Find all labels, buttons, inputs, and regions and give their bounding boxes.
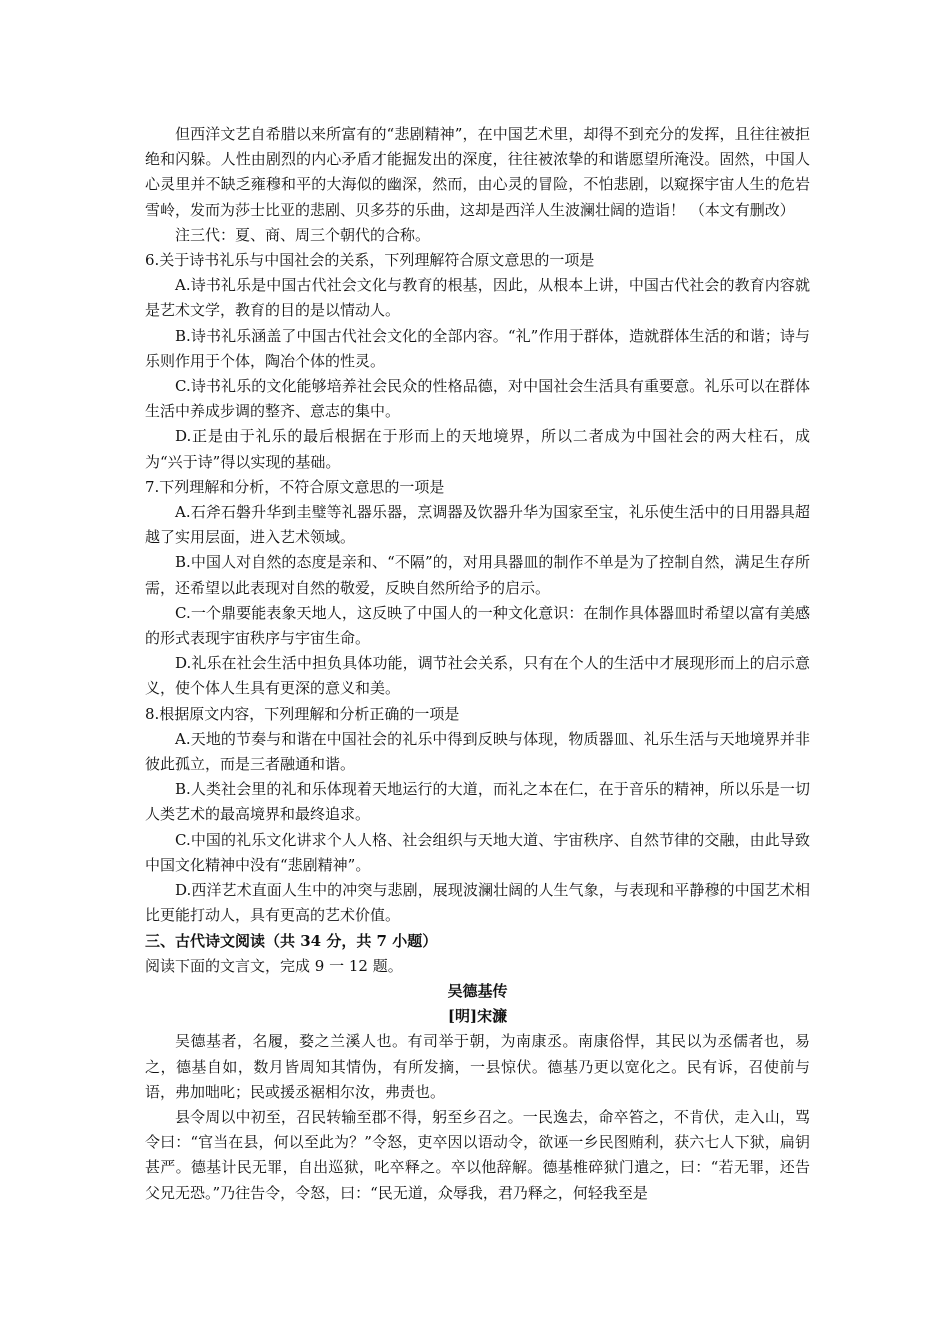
question-7-option-b: B.中国人对自然的态度是亲和、“不隔”的，对用具器皿的制作不单是为了控制自然，满足生存所需，还希望以此表现对自然的敬爱，反映自然所给予的启示。 (145, 553, 810, 597)
question-7-option-c: C.一个鼎要能表象天地人，这反映了中国人的一种文化意识：在制作具体器皿时希望以富有美感的形式表现宇宙秩序与宇宙生命。 (145, 603, 810, 648)
article-title: 吴德基传 (447, 981, 508, 1000)
question-7-option-a: A.石斧石磐升华到圭璧等礼器乐器，烹调器及饮器升华为国家至宝，礼乐使生活中的日用器具超越了实用层面，进入艺术领域。 (145, 503, 810, 547)
question-6-option-d: D.正是由于礼乐的最后根据在于形而上的天地境界，所以二者成为中国社会的两大柱石，成为“兴于诗”得以实现的基础。 (145, 427, 810, 471)
section-heading: 三、古代诗文阅读（共 34 分，共 7 小题） (145, 931, 438, 950)
question-6-option-c: C.诗书礼乐的文化能够培养社会民众的性格品德，对中国社会生活具有重要意。礼乐可以在群体生活中养成步调的整齐、意志的集中。 (145, 377, 810, 421)
question-8-option-c: C.中国的礼乐文化讲求个人人格、社会组织与天地大道、宇宙秩序、自然节律的交融，由此导致中国文化精神中没有“悲剧精神”。 (145, 830, 810, 874)
question-8-option-d: D.西洋艺术直面人生中的冲突与悲剧，展现波澜壮阔的人生气象，与表现和平静穆的中国艺术相比更能打动人，具有更高的艺术价值。 (145, 881, 810, 925)
document-page (145, 122, 810, 1206)
question-8-option-a: A.天地的节奏与和谐在中国社会的礼乐中得到反映与体现，物质器皿、礼乐生活与天地境界并非彼此孤立，而是三者融通和谐。 (145, 729, 810, 774)
question-6-option-b: B.诗书礼乐涵盖了中国古代社会文化的全部内容。“礼”作用于群体，造就群体生活的和谐；诗与乐则作用于个体，陶冶个体的性灵。 (145, 326, 810, 370)
article-paragraph: 吴德基者，名履，婺之兰溪人也。有司举于朝，为南康丞。南康俗悍，其民以为丞儒者也，易之，德基自如，数月皆周知其情伪，有所发摘，一县惊伏。德基乃更以宽化之。民有诉，召使前与语，弗加咄叱；民或援丞裾相尔汝，弗责也。 (145, 1032, 810, 1101)
article-paragraph: 县令周以中初至，召民转输至郡不得，躬至乡召之。一民逸去，命卒笞之，不肯伏，走入山，骂令曰：“官当在县，何以至此为？”令怒，吏卒因以语动令，欲诬一乡民图贿利，获六七人下狱，扁钥甚严。德基计民无罪，自出巡狱，叱卒释之。卒以他辞解。德基椎碎狱门遣之，曰：“若无罪，还告父兄无恐。”乃往告令，令怒，曰：“民无道，众辱我，君乃释之，何轻我至是 (145, 1107, 810, 1202)
article-author: [明]宋濂 (447, 1007, 508, 1026)
question-7-option-d: D.礼乐在社会生活中担负具体功能，调节社会关系，只有在个人的生活中才展现形而上的启示意义，使个体人生具有更深的意义和美。 (145, 654, 810, 698)
question-8-stem: 8.根据原文内容，下列理解和分析正确的一项是 (145, 704, 460, 723)
question-7-stem: 7.下列理解和分析，不符合原文意思的一项是 (145, 477, 445, 496)
passage-note: 注三代：夏、商、周三个朝代的合称。 (175, 225, 431, 244)
question-8-option-b: B.人类社会里的礼和乐体现着天地运行的大道，而礼之本在仁，在于音乐的精神，所以乐是一切人类艺术的最高境界和最终追求。 (145, 780, 810, 824)
section-instruction: 阅读下面的文言文，完成 9 一 12 题。 (145, 956, 403, 975)
passage-paragraph: 但西洋文艺自希腊以来所富有的“悲剧精神”，在中国艺术里，却得不到充分的发挥，且往往被拒绝和闪躲。人性由剧烈的内心矛盾才能掘发出的深度，往往被浓挚的和谐愿望所淹没。固然，中国人心灵里并不缺乏雍穆和平的大海似的幽深，然而，由心灵的冒险，不怕悲剧，以窥探宇宙人生的危岩雪岭，发而为莎士比亚的悲剧、贝多芬的乐曲，这却是西洋人生波澜壮阔的造诣！ （本文有删改） (145, 125, 810, 219)
question-6-option-a: A.诗书礼乐是中国古代社会文化与教育的根基，因此，从根本上讲，中国古代社会的教育内容就是艺术文学，教育的目的是以情动人。 (145, 276, 810, 320)
question-6-stem: 6.关于诗书礼乐与中国社会的关系，下列理解符合原文意思的一项是 (145, 251, 595, 270)
